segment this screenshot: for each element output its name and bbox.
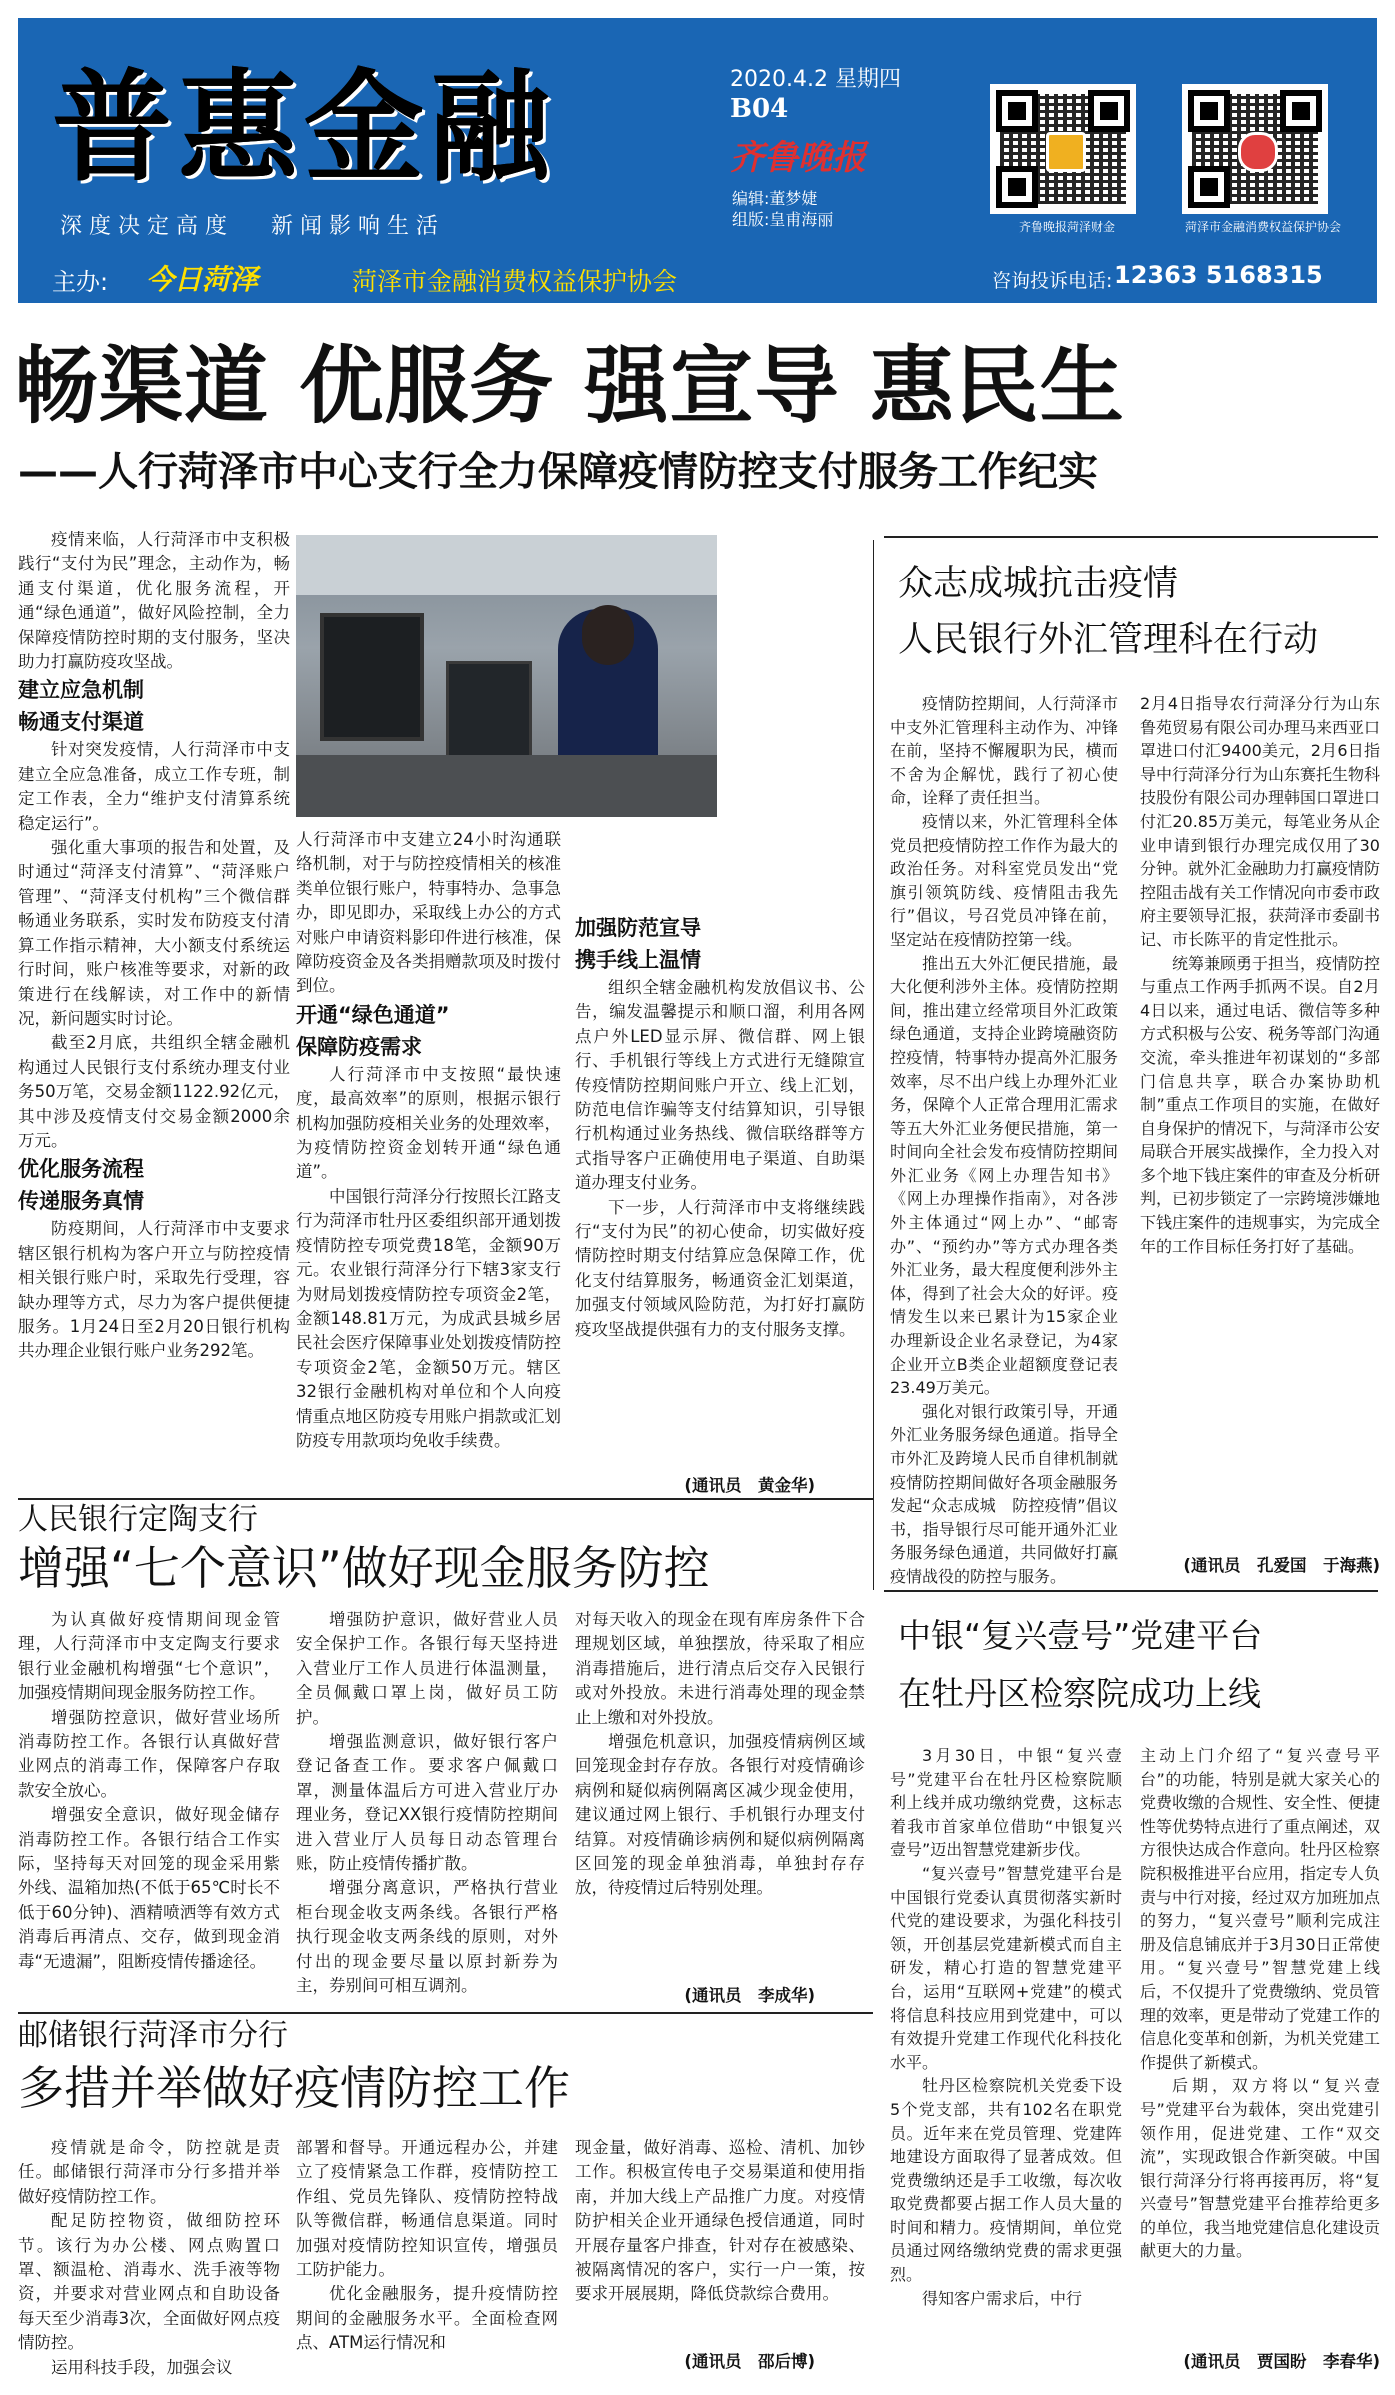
- section-subhead: 建立应急机制: [18, 678, 144, 703]
- editor-credit: 编辑:董梦婕: [732, 189, 818, 208]
- qr-logo-icon: [1046, 132, 1086, 172]
- article-paragraph: 推出五大外汇便民措施，最大化便利涉外主体。疫情防控期间，推出建立经常项目外汇政策绿色通道，支持企业跨境融资防控疫情，特事特办提高外汇服务效率，尽不出户线上办理外汇业务，保障个人正常合理用汇需求等五大外汇业务便民措施，第一时间向全社会发布疫情防控期间外汇业务《网上办理告知书》《网上办理操作指南》，对各涉外主体通过“网上办”、“邮寄办”、“预约办”等方式办理各类外汇业务，最大程度便利涉外主体，得到了社会大众的好评。疫情发生以来已累计为15家企业办理新设企业名录登记，为4家企业开立B类企业超额度登记表23.49万美元。: [890, 953, 1118, 1398]
- issue-date: 2020.4.2 星期四: [730, 67, 901, 92]
- paper-name: 齐鲁晚报: [730, 138, 866, 178]
- article-paragraph: 3月30日，中银“复兴壹号”党建平台在牡丹区检察院顺利上线并成功缴纳党费，这标志着我市首家单位借助“中银复兴壹号”迈出智慧党建新步伐。: [890, 1746, 1122, 1860]
- article-paragraph: 2月4日指导农行菏泽分行为山东鲁苑贸易有限公司办理马来西亚口罩进口付汇9400美元，2月6日指导中行菏泽分行为山东赛托生物科技股份有限公司办理韩国口罩进口付汇20.85万美元，每笔业务从企业申请到银行办理完成仅用了30分钟。就外汇金融助力打赢疫情防控阻击战有关工作情况向市委市政府主要领导汇报，获菏泽市委副书记、市长陈平的肯定性批示。: [1140, 694, 1381, 949]
- article-paragraph: 强化重大事项的报告和处置，及时通过“菏泽支付清算”、“菏泽账户管理”、“菏泽支付机构”三个微信群畅通业务联系，实时发布防疫支付清算工作指示精神，大小额支付系统运行时间，账户核准等要求，对新的政策进行在线解读，对工作中的新情况，新问题实时讨论。: [18, 838, 290, 1028]
- main-headline: 畅渠道 优服务 强宣导 惠民生: [14, 337, 1125, 435]
- qr-code-2: [1182, 84, 1328, 214]
- youchu-col-1: [18, 2136, 280, 2376]
- article-paragraph: 中国银行菏泽分行按照长江路支行为菏泽市牡丹区委组织部开通划拨疫情防控专项党费18笔，金额90万元。农业银行菏泽分行下辖3家支行为财局划拨疫情防控专项资金2笔，金额148.81万元，为成武县城乡居民社会医疗保障事业处划拨疫情防控专项资金2笔，金额50万元。辖区32银行金融机构对单位和个人向疫情重点地区防疫专用账户捐款或汇划防疫专用款项均免收手续费。: [296, 1186, 561, 1450]
- article-paragraph: 对每天收入的现金在现有库房条件下合理规划区域，单独摆放，待采取了相应消毒措施后，进行清点后交存入民银行或对外投放。未进行消毒处理的现金禁止上缴和对外投放。: [575, 1610, 865, 1727]
- hotline-label: 咨询投诉电话:: [992, 270, 1113, 292]
- section-subhead: 畅通支付渠道: [18, 710, 144, 735]
- article-paragraph: 增强分离意识，严格执行营业柜台现金收支两条线。各银行严格执行现金收支两条线的原则，对外付出的现金要尽量以原封新券为主，券别间可相互调剂。: [296, 1878, 558, 1996]
- article-paragraph: 强化对银行政策引导，开通外汇业务服务绿色通道。指导全市外汇及跨境人民币自律机制就疫情防控期间做好各项金融服务发起“众志成城 防控疫情”倡议书，指导银行尽可能开通外汇业务服务绿色通道，共同做好打赢疫情战役的防控与服务。: [890, 1401, 1118, 1586]
- article-paragraph: 人行菏泽市中支按照“最快速度，最高效率”的原则，根据示银行机构加强防疫相关业务的处理效率，为疫情防控资金划转开通“绿色通道”。: [296, 1064, 561, 1182]
- layout-credit: 组版:皇甫海丽: [732, 210, 834, 229]
- article-paragraph: 为认真做好疫情期间现金管理，人行菏泽市中支定陶支行要求银行业金融机构增强“七个意识”，加强疫情期间现金服务防控工作。: [18, 1610, 280, 1703]
- section-subhead: 开通“绿色通道”: [296, 1002, 450, 1027]
- photo-window: [296, 535, 717, 595]
- column-divider: [873, 540, 874, 1590]
- photo-person-head: [582, 605, 634, 665]
- zhongyin-title-2: 在牡丹区检察院成功上线: [898, 1674, 1261, 1713]
- article-paragraph: 部署和督导。开通远程办公，并建立了疫情紧急工作群，疫情防控工作组、党员先锋队、疫情防控特战队等微信群，畅通信息渠道。同时加强对疫情防控知识宣传，增强员工防护能力。: [296, 2138, 558, 2280]
- article-paragraph: 针对突发疫情，人行菏泽市中支建立全应急准备，成立工作专班，制定工作表，全力“维护支付清算系统稳定运行”。: [18, 740, 290, 833]
- qr-code-1: [990, 84, 1136, 214]
- youchu-col-2: [296, 2136, 558, 2376]
- main-col-3: [575, 912, 865, 1462]
- dingtao-kicker: 人民银行定陶支行: [18, 1502, 258, 1537]
- waihui-title-2: 人民银行外汇管理科在行动: [898, 620, 1319, 660]
- article-paragraph: 疫情以来，外汇管理科全体党员把疫情防控工作作为最大的政治任务。对科室党员发出“党旗引领筑防线、疫情阻击我先行”倡议，号召党员冲锋在前，坚定站在疫情防控第一线。: [890, 811, 1118, 949]
- zhongyin-col-1: [890, 1744, 1122, 2364]
- youchu-title: 多措并举做好疫情防控工作: [18, 2061, 570, 2115]
- section-subhead: 携手线上温情: [575, 948, 701, 972]
- masthead-title: 普惠金融: [52, 59, 556, 198]
- zhongyin-col-2: [1140, 1744, 1380, 2344]
- masthead-slogan: 深 度 决 定 高 度 新 闻 影 响 生 活: [60, 214, 438, 239]
- article-paragraph: 截至2月底，共组织全辖金融机构通过人民银行支付系统办理支付业务50万笔，交易金额1122.92亿元，其中涉及疫情支付交易金额2000余万元。: [18, 1033, 290, 1150]
- waihui-col-2: [1140, 692, 1380, 1572]
- qr-logo-icon: [1238, 132, 1278, 172]
- main-col-1: [18, 528, 290, 1528]
- zhongyin-title-1: 中银“复兴壹号”党建平台: [898, 1616, 1263, 1655]
- dingtao-col-3: [575, 1608, 865, 2028]
- hotline-number: 12363 5168315: [1114, 261, 1323, 289]
- youchu-col-3: [575, 2136, 865, 2336]
- article-paragraph: 得知客户需求后，中行: [922, 2288, 1083, 2308]
- article-paragraph: 运用科技手段，加强会议: [51, 2357, 233, 2377]
- article-paragraph: 统筹兼顾勇于担当，疫情防控与重点工作两手抓两不误。自2月4日以来，通过电话、微信等多种方式积极与公安、税务等部门沟通交流，牵头推进年初谋划的“多部门信息共享，联合办案协助机制”重点工作项目的实施，在做好自身保护的情况下，与菏泽市公安局联合开展实战操作，全力投入对多个地下钱庄案件的审查及分析研判，已初步锁定了一宗跨境涉嫌地下钱庄案件的违规事实，为完成全年的工作目标任务打好了基础。: [1140, 953, 1381, 1256]
- article-paragraph: 牡丹区检察院机关党委下设5个党支部，共有102名在职党员。近年来在党员管理、党建阵地建设方面取得了显著成效。但党费缴纳还是手工收缴，每次收取党费都要占据工作人员大量的时间和精力。疫情期间，单位党员通过网络缴纳党费的需求更强烈。: [890, 2076, 1122, 2285]
- article-paragraph: 人行菏泽市中支建立24小时沟通联络机制，对于与防控疫情相关的核准类单位银行账户，特事特办、急事急办，即见即办，采取线上办公的方式对账户申请资料影印件进行核准，保障防疫资金及各类捐赠款项及时拨付到位。: [296, 830, 561, 996]
- zhongyin-byline: (通讯员 贾国盼 李春华): [1183, 2352, 1380, 2371]
- article-paragraph: 优化金融服务，提升疫情防控期间的金融服务水平。全面检查网点、ATM运行情况和: [296, 2284, 558, 2353]
- youchu-kicker: 邮储银行菏泽市分行: [18, 2018, 288, 2053]
- waihui-col-1: [890, 692, 1118, 1592]
- article-paragraph: 增强防护意识，做好营业人员安全保护工作。各银行每天坚持进入营业厅工作人员进行体温测量，全员佩戴口罩上岗，做好员工防护。: [296, 1610, 558, 1727]
- article-paragraph: 主动上门介绍了“复兴壹号平台”的功能，特别是就大家关心的党费收缴的合规性、安全性、便捷性等优势特点进行了重点阐述，双方很快达成合作意向。牡丹区检察院积极推进平台应用，指定专人负责与中行对接，经过双方加班加点的努力，“复兴壹号”顺利完成注册及信息铺底并于3月30日正常使用。“复兴壹号”智慧党建上线后，不仅提升了党费缴纳、党员管理的效率，更是带动了党建工作的信息化变革和创新，为机关党建工作提供了新模式。: [1140, 1746, 1381, 2072]
- page-number: B04: [730, 94, 789, 124]
- article-paragraph: 增强安全意识，做好现金储存消毒防控工作。各银行结合工作实际，坚持每天对回笼的现金采用紫外线、温箱加热(不低于65℃时长不低于60分钟)、酒精喷洒等有效方式消毒后再清点、交存，做到现金消毒“无遗漏”，阻断疫情传播途径。: [18, 1805, 280, 1971]
- article-paragraph: 下一步，人行菏泽市中支将继续践行“支付为民”的初心使命，切实做好疫情防控时期支付结算应急保障工作，优化支付结算服务，畅通资金汇划渠道，加强支付领域风险防范，为打好打赢防疫攻坚战提供强有力的支付服务支撑。: [575, 1197, 865, 1339]
- dingtao-col-2: [296, 1608, 558, 2028]
- article-paragraph: 配足防控物资，做细防控环节。该行为办公楼、网点购置口罩、额温枪、消毒水、洗手液等物资，并要求对营业网点和自助设备每天至少消毒3次，全面做好网点疫情防控。: [18, 2211, 280, 2353]
- section-rule: [18, 2012, 873, 2014]
- qr1-caption: 齐鲁晚报菏泽财金: [1018, 220, 1115, 234]
- main-byline: (通讯员 黄金华): [684, 1476, 815, 1495]
- article-paragraph: 疫情就是命令，防控就是责任。邮储银行菏泽市分行多措并举做好疫情防控工作。: [18, 2138, 280, 2206]
- waihui-title-1: 众志成城抗击疫情: [898, 564, 1179, 604]
- article-paragraph: 防疫期间，人行菏泽市中支要求辖区银行机构为客户开立与防控疫情相关银行账户时，采取先行受理，容缺办理等方式，尽力为客户提供便捷服务。1月24日至2月20日银行机构共办理企业银行账户业务292笔。: [18, 1219, 290, 1361]
- section-subhead: 传递服务真情: [18, 1189, 144, 1214]
- main-subheadline: ——人行菏泽市中心支行全力保障疫情防控支付服务工作纪实: [18, 449, 1098, 495]
- section-rule: [884, 1590, 1378, 1592]
- photo-monitor: [320, 613, 424, 741]
- sponsor-org: 菏泽市金融消费权益保护协会: [352, 267, 678, 296]
- qr2-caption: 菏泽市金融消费权益保护协会: [1184, 220, 1341, 234]
- article-paragraph: 增强监测意识，做好银行客户登记备查工作。要求客户佩戴口罩，测量体温后方可进入营业厅办理业务，登记XX银行疫情防控期间进入营业厅人员每日动态管理台账，防止疫情传播扩散。: [296, 1732, 558, 1874]
- main-col-2: [296, 828, 561, 1528]
- youchu-byline: (通讯员 邵后博): [684, 2352, 815, 2371]
- photo-monitor: [446, 661, 532, 761]
- sponsor-label: 主办:: [52, 268, 109, 296]
- waihui-byline: (通讯员 孔爱国 于海燕): [1183, 1556, 1380, 1575]
- section-subhead: 优化服务流程: [18, 1157, 144, 1182]
- article-paragraph: 组织全辖金融机构发放倡议书、公告，编发温馨提示和顺口溜，利用各网点户外LED显示屏、微信群、网上银行、手机银行等线上方式进行无缝隙宣传疫情防控期间账户开立、线上汇划，防范电信诈骗等支付结算知识，引导银行机构通过业务热线、微信联络群等方式指导客户正确使用电子渠道、自助渠道办理支付业务。: [575, 978, 865, 1193]
- article-paragraph: 后期，双方将以“复兴壹号”党建平台为载体，突出党建引领作用，促进党建、工作“双交流”，实现政银合作新突破。中国银行菏泽分行将再接再厉，将“复兴壹号”智慧党建平台推荐给更多的单位，我当地党建信息化建设贡献更大的力量。: [1140, 2076, 1381, 2261]
- article-paragraph: 疫情来临，人行菏泽市中支积极践行“支付为民”理念，主动作为，畅通支付渠道，优化服务流程，开通“绿色通道”，做好风险控制，全力保障疫情防控时期的支付服务，坚决助力打赢防疫攻坚战。: [18, 530, 290, 672]
- article-paragraph: 增强危机意识，加强疫情病例区域回笼现金封存存放。各银行对疫情确诊病例和疑似病例隔离区减少现金使用，建议通过网上银行、手机银行办理支付结算。对疫情确诊病例和疑似病例隔离区回笼的现金单独消毒，单独封存存放，待疫情过后特别处理。: [575, 1732, 865, 1898]
- section-subhead: 保障防疫需求: [296, 1034, 422, 1059]
- article-paragraph: 增强防控意识，做好营业场所消毒防控工作。各银行认真做好营业网点的消毒工作，保障客户存取款安全放心。: [18, 1707, 280, 1800]
- dingtao-title: 增强“七个意识”做好现金服务防控: [18, 1541, 710, 1595]
- section-subhead: 加强防范宣导: [575, 916, 701, 940]
- article-paragraph: 疫情防控期间，人行菏泽市中支外汇管理科主动作为、冲锋在前，坚持不懈履职为民，横而不舍为企解忧，践行了初心使命，诠释了责任担当。: [890, 694, 1118, 808]
- article-paragraph: 现金量，做好消毒、巡检、清机、加钞工作。积极宣传电子交易渠道和使用指南，并加大线上产品推广力度。对疫情防护相关企业开通绿色授信通道，同时开展存量客户排查，针对存在被感染、被隔离情况的客户，实行一户一策，按要求开展展期，降低贷款综合费用。: [575, 2138, 865, 2304]
- dingtao-byline: (通讯员 李成华): [684, 1986, 815, 2005]
- article-paragraph: “复兴壹号”智慧党建平台是中国银行党委认真贯彻落实新时代党的建设要求，为强化科技引领，开创基层党建新模式而自主研发，精心打造的智慧党建平台，运用“互联网+党建”的模式将信息科技应用到党建中，可以有效提升党建工作现代化科技化水平。: [890, 1863, 1122, 2072]
- sponsor-paper: 今日菏泽: [146, 263, 259, 296]
- main-photo: [296, 535, 717, 817]
- photo-desk: [296, 755, 717, 817]
- section-rule: [884, 536, 1378, 538]
- dingtao-col-1: [18, 1608, 280, 2028]
